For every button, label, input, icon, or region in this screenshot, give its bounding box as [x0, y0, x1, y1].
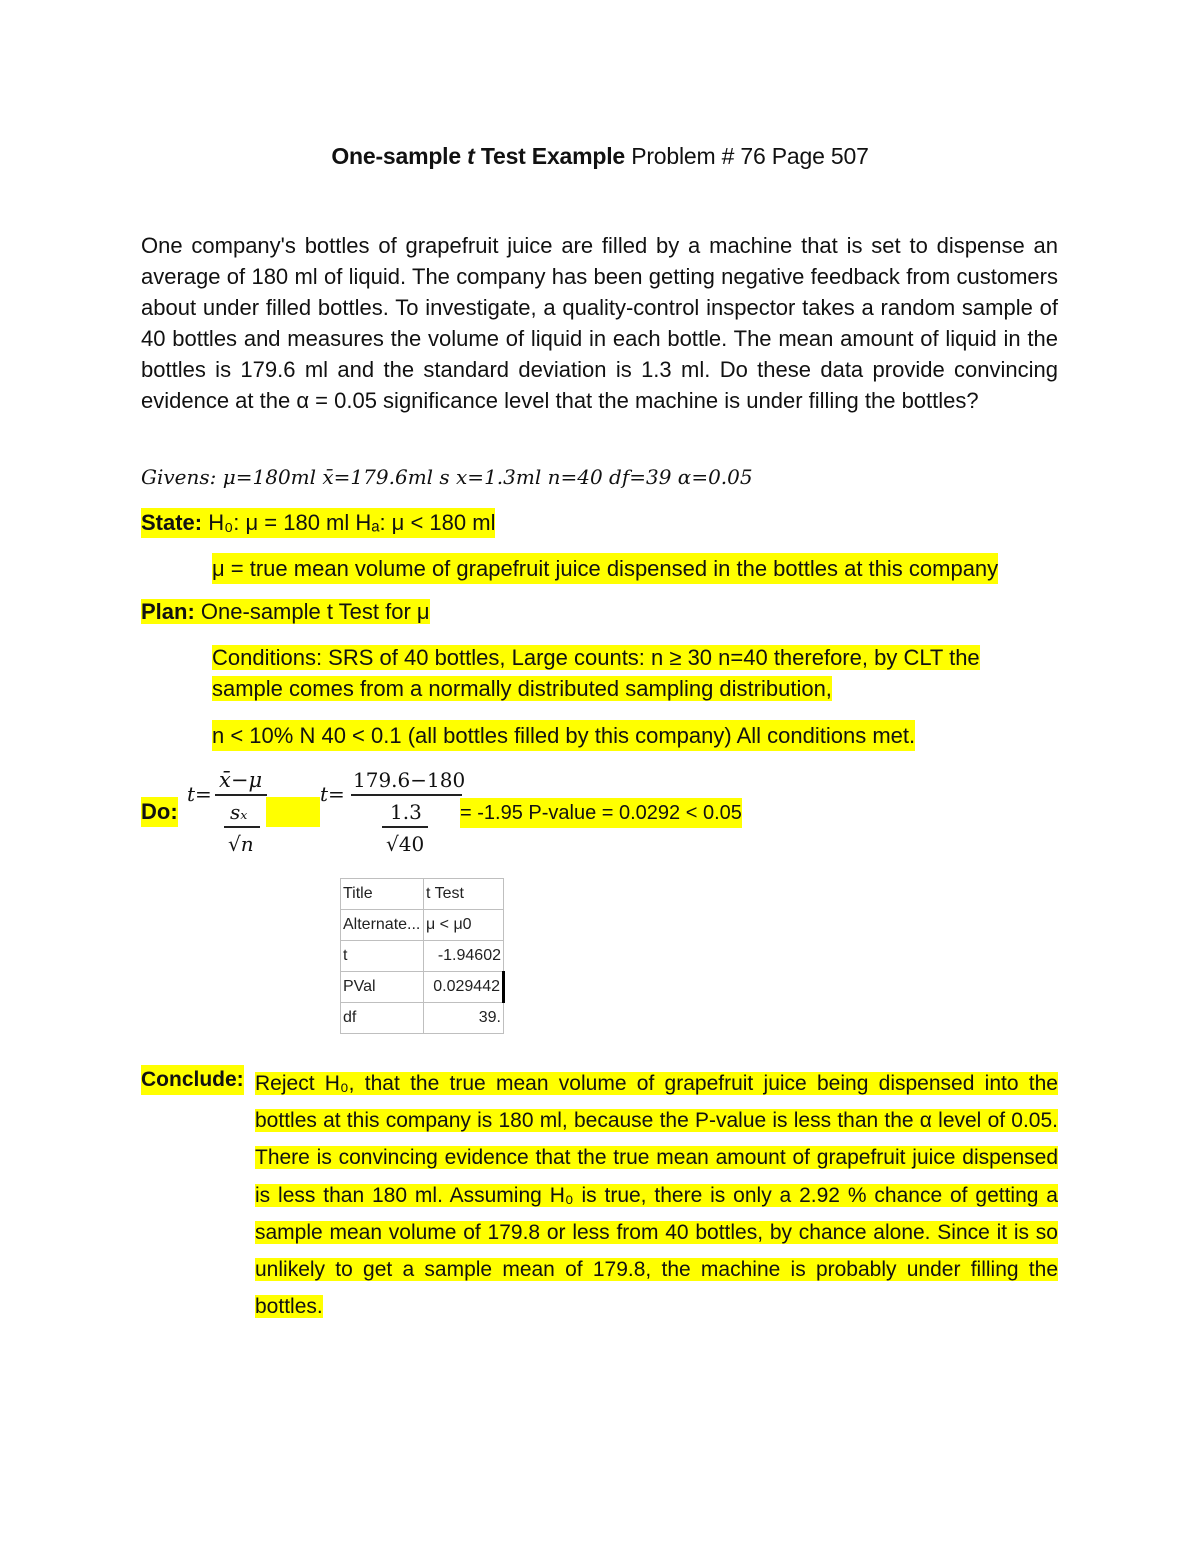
conclude-label: Conclude: — [141, 1065, 244, 1095]
plan-text: One-sample t Test for μ — [194, 599, 430, 624]
calc-inner-bar — [382, 826, 428, 828]
formula-root: √n — [228, 832, 254, 856]
hypotheses: H₀: μ = 180 ml Hₐ: μ < 180 ml — [202, 510, 496, 535]
calc-fraction-bar — [351, 794, 462, 796]
table-key: PVal — [341, 972, 424, 1003]
calc-numerator: 179.6−180 — [353, 768, 466, 792]
conclusion-text: Reject H₀, that the true mean volume of grapefruit juice being dispensed into the bottles at this company is 180 ml, because the P-value is less than the α level of 0.05. There is convincing evidence that the true mean amount of grapefruit juice dispensed is less than 180 ml. Assuming H₀ is true, there is only a 2.92 % chance of getting a sample mean volume of 179.8 or less from 40 bottles, by chance alone. Since it is so unlikely to get a sample mean of 179.8, the machine is probably under filling the bottles. — [255, 1072, 1058, 1319]
conditions-line-3: n < 10% N 40 < 0.1 (all bottles filled by this company) All conditions met. — [212, 720, 915, 751]
title-t-letter: t — [467, 143, 475, 169]
table-row — [341, 941, 504, 972]
table-row — [341, 879, 504, 910]
table-key: t — [341, 941, 424, 972]
table-row — [341, 972, 504, 1003]
parameter-definition: μ = true mean volume of grapefruit juice dispensed in the bottles at this company — [212, 553, 998, 584]
table-value: 0.029442 — [424, 972, 504, 1003]
calc-denominator: 1.3 — [390, 800, 422, 824]
conclusion-block — [255, 1065, 1058, 1325]
table-row — [341, 910, 504, 941]
conditions-line-2: sample comes from a normally distributed sampling distribution, — [212, 676, 832, 701]
table-value: t Test — [424, 879, 504, 910]
calc-root: √40 — [386, 832, 425, 856]
do-result: = -1.95 P-value = 0.0292 < 0.05 — [460, 798, 742, 828]
plan-label: Plan: — [141, 599, 195, 624]
table-value: 39. — [424, 1003, 504, 1034]
table-key: Title — [341, 879, 424, 910]
do-label: Do: — [141, 797, 178, 827]
formula-denominator: sₓ — [230, 800, 248, 824]
givens-line: Givens: μ=180ml x̄=179.6ml s x=1.3ml n=40 df=39 α=0.05 — [141, 465, 753, 489]
table-row — [341, 1003, 504, 1034]
calc-t-eq: t= — [320, 782, 345, 806]
table-key: Alternate... — [341, 910, 424, 941]
conditions-line-1: Conditions: SRS of 40 bottles, Large counts: n ≥ 30 n=40 therefore, by CLT the — [212, 645, 980, 670]
formula-t-eq: t= — [187, 782, 212, 806]
page-title — [0, 141, 1200, 171]
formula-highlight-block — [266, 797, 320, 827]
title-bold-rest: Test Example — [474, 143, 626, 169]
table-value: -1.94602 — [424, 941, 504, 972]
state-line — [141, 508, 495, 538]
table-key: df — [341, 1003, 424, 1034]
plan-line — [141, 597, 430, 627]
conditions-block — [212, 642, 1058, 704]
formula-numerator: x̄−μ — [219, 768, 263, 792]
calculator-output-table — [340, 878, 505, 1034]
problem-statement: One company's bottles of grapefruit juice are filled by a machine that is set to dispense an average of 180 ml of liquid. The company has been getting negative feedback from customers about under filled bottles. To investigate, a quality-control inspector takes a random sample of 40 bottles and measures the volume of liquid in each bottle. The mean amount of liquid in the bottles is 179.6 ml and the standard deviation is 1.3 ml. Do these data provide convincing evidence at the α = 0.05 significance level that the machine is under filling the bottles? — [141, 233, 1058, 413]
title-problem-ref: Problem # 76 Page 507 — [625, 143, 869, 169]
formula-fraction-bar — [215, 794, 267, 796]
formula-inner-bar — [224, 826, 260, 828]
title-bold: One-sample — [331, 143, 468, 169]
table-value: μ < μ0 — [424, 910, 504, 941]
state-label: State: — [141, 510, 203, 535]
